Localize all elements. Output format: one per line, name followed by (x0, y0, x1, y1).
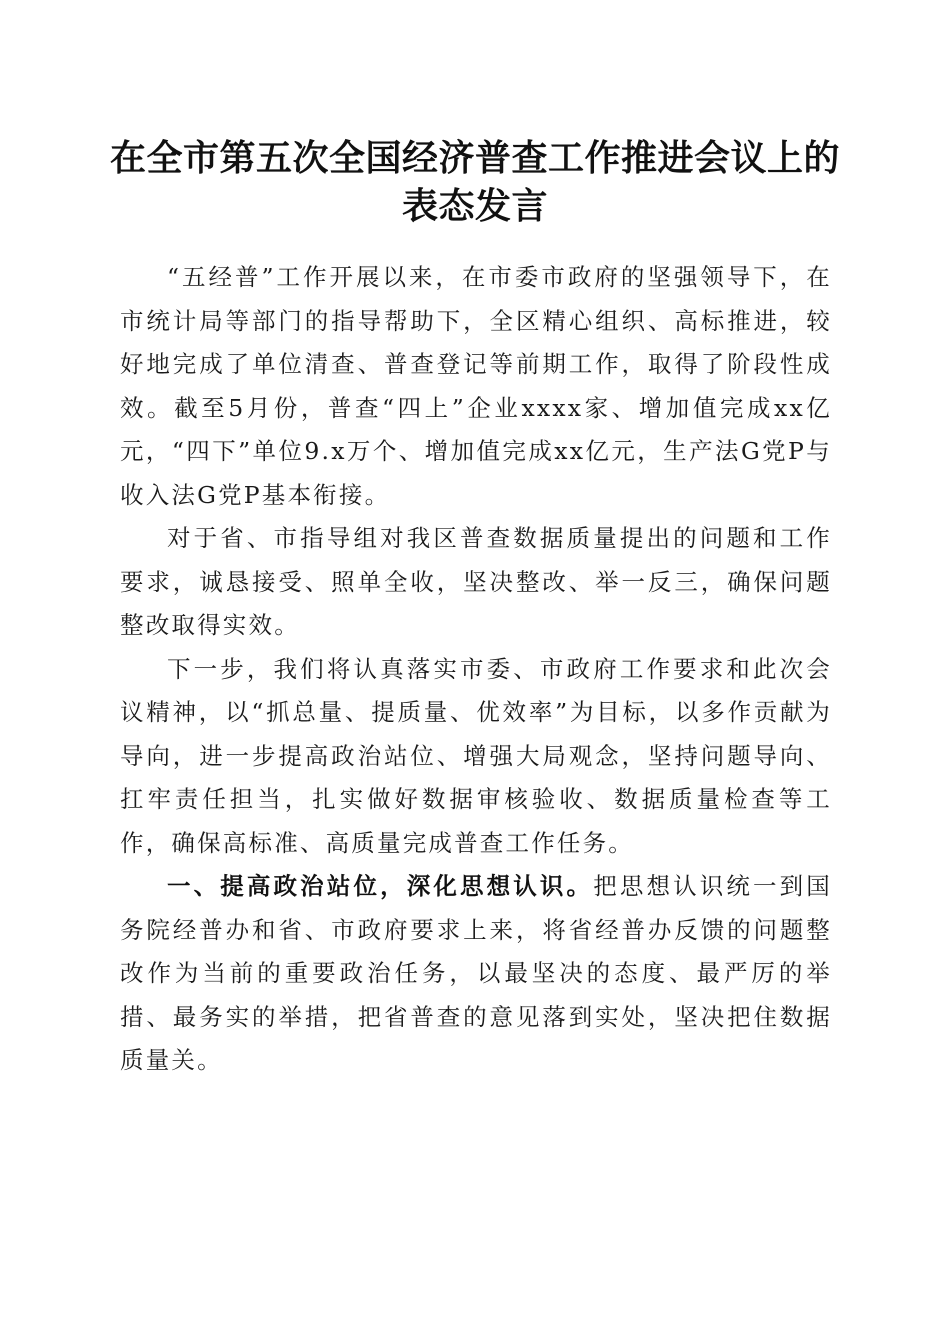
section-1-heading: 一、提高政治站位，深化思想认识。 (167, 872, 594, 900)
paragraph-rectification: 对于省、市指导组对我区普查数据质量提出的问题和工作要求，诚恳接受、照单全收，坚决整改、举一反三，确保问题整改取得实效。 (120, 524, 832, 639)
section-1-text: 把思想认识统一到国务院经普办和省、市政府要求上来，将省经普办反馈的问题整改作为当前的重要政治任务，以最坚决的态度、最严厉的举措、最务实的举措，把省普查的意见落到实处，坚决把住数据质量关。 (120, 872, 832, 1074)
document-body (120, 256, 832, 1083)
paragraph-intro: “五经普”工作开展以来，在市委市政府的坚强领导下，在市统计局等部门的指导帮助下，全区精心组织、高标推进，较好地完成了单位清查、普查登记等前期工作，取得了阶段性成效。截至5月份，普查“四上”企业xxxx家、增加值完成xx亿元，“四下”单位9.x万个、增加值完成xx亿元，生产法G党P与收入法G党P基本衔接。 (120, 263, 832, 509)
title-line-2: 表态发言 (401, 185, 548, 227)
paragraph-next-steps: 下一步，我们将认真落实市委、市政府工作要求和此次会议精神，以“抓总量、提质量、优效率”为目标，以多作贡献为导向，进一步提高政治站位、增强大局观念，坚持问题导向、扛牢责任担当，扎实做好数据审核验收、数据质量检查等工作，确保高标准、高质量完成普查工作任务。 (120, 654, 832, 857)
title-line-1: 在全市第五次全国经济普查工作推进会议上的 (109, 137, 840, 179)
document-title (100, 134, 850, 230)
paragraph-section-1 (120, 865, 832, 1083)
